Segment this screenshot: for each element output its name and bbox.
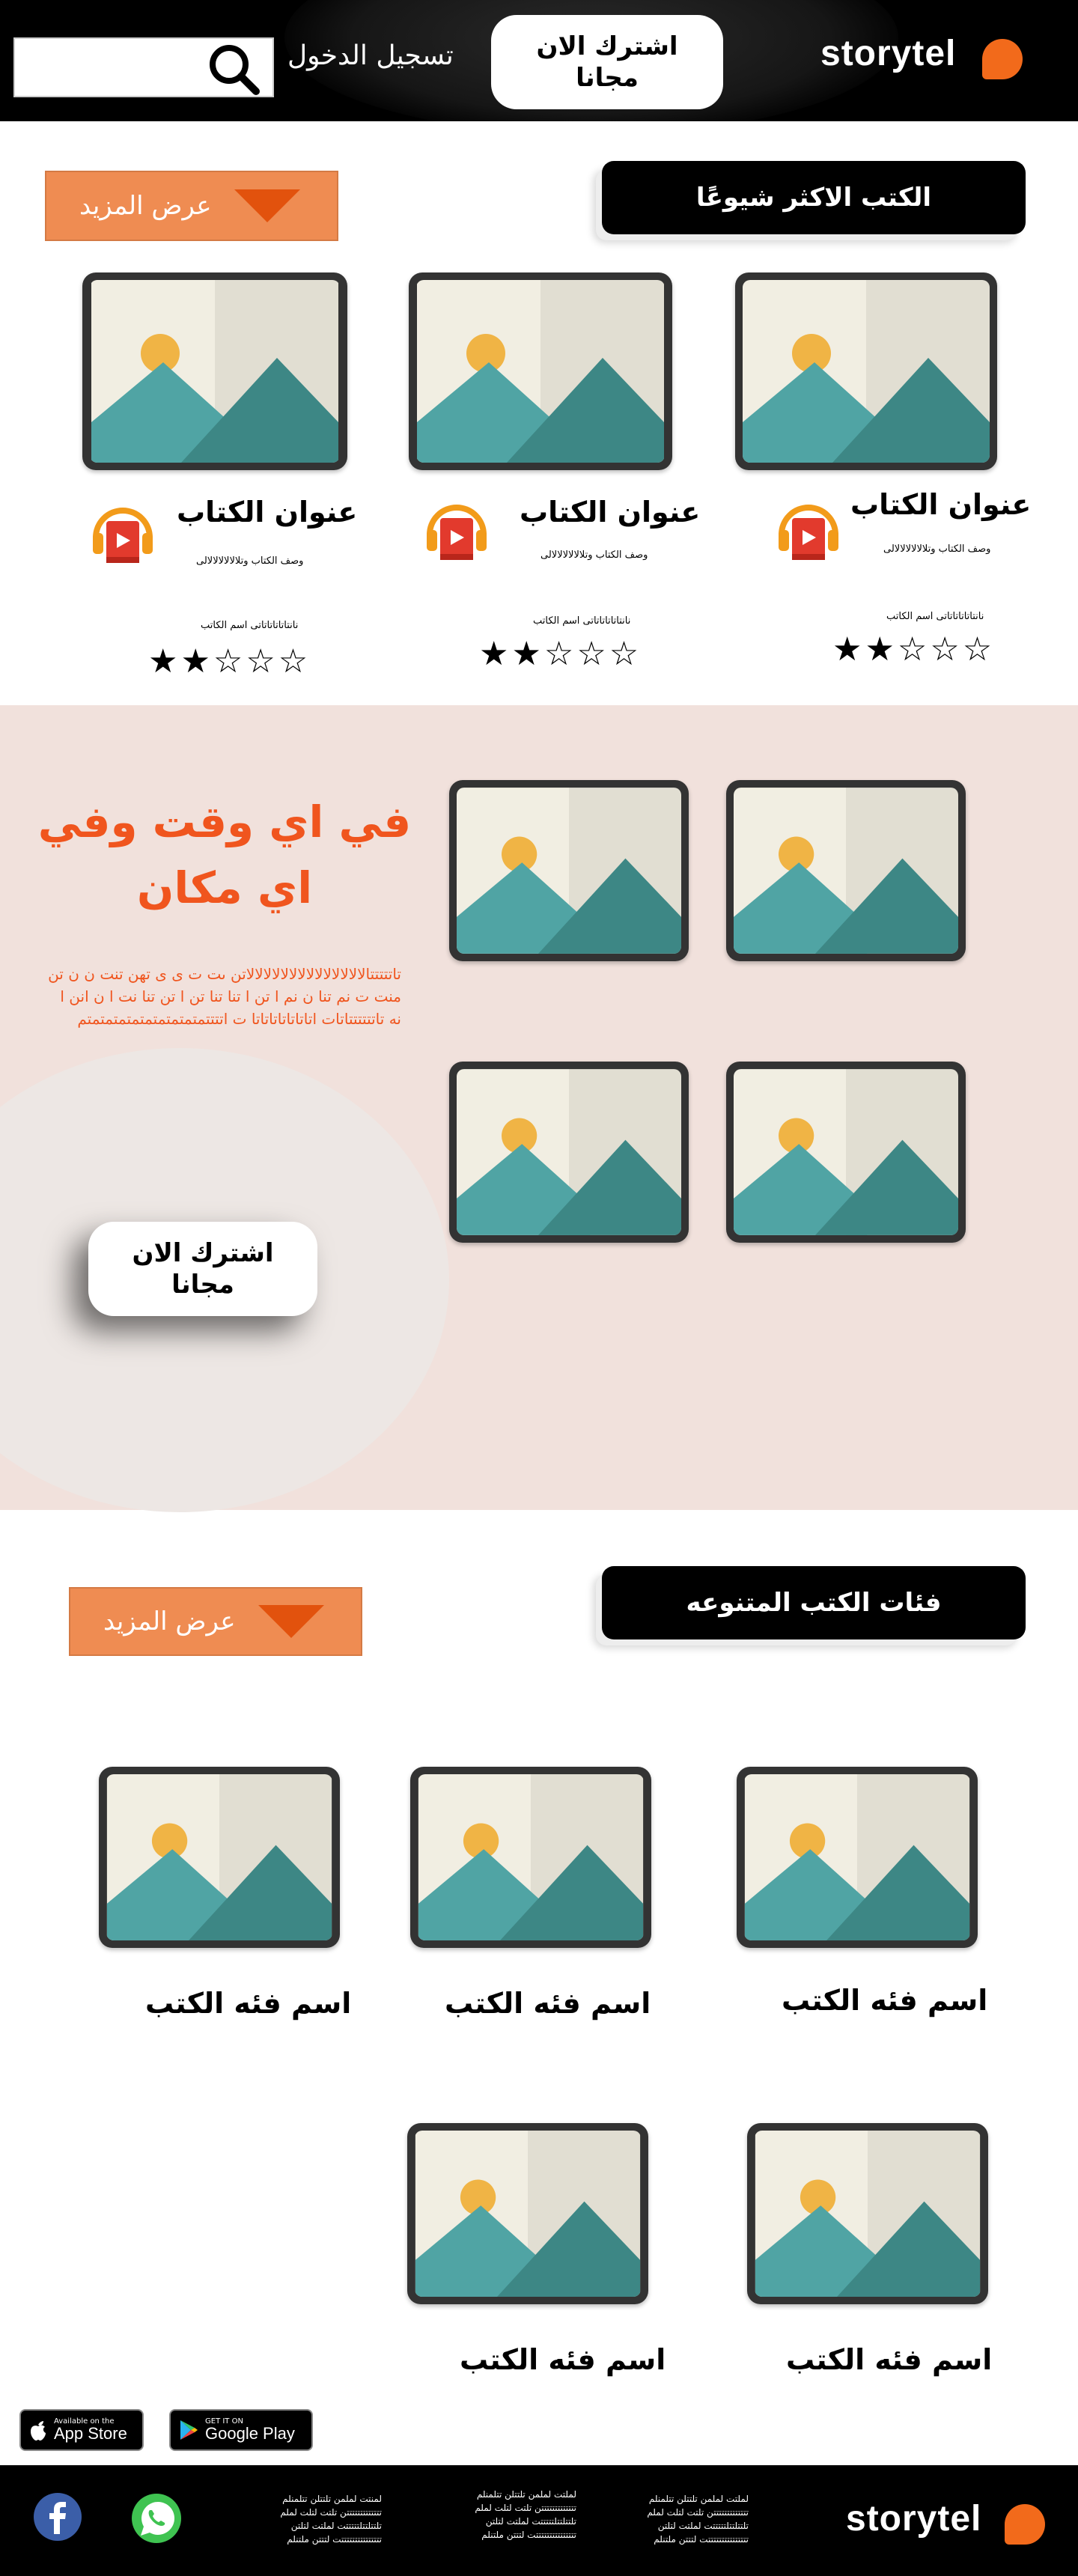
star-rating[interactable]: ★★☆☆☆ [148, 642, 311, 680]
audiobook-icon[interactable] [425, 497, 488, 563]
book-cover-image [409, 272, 672, 470]
book-title[interactable]: عنوان الكتاب [850, 488, 1032, 521]
more-button-label: عرض المزيد [103, 1607, 236, 1636]
category-image [99, 1767, 340, 1948]
categories-section-title: فئات الكتب المتنوعه [602, 1566, 1026, 1639]
apple-icon [28, 2419, 48, 2441]
audiobook-icon[interactable] [777, 497, 840, 563]
book-title[interactable]: عنوان الكتاب [520, 496, 701, 529]
promo-subscribe-button[interactable]: اشترك الان مجانا [88, 1222, 317, 1316]
more-button-label: عرض المزيد [79, 191, 212, 221]
footer-text-column: لملتت لملمن تلتتلن تتلمنلم تتتتتتتتتتتتتن تلتت لتلت لملم تلتتلتتلتتتتتت لملتت لتلتن تتتتتتتتتتتتتتتت لتتتن ملتنلم [647, 2494, 749, 2545]
book-cover-image [82, 272, 347, 470]
category-name[interactable]: اسم فئه الكتب [782, 1984, 988, 2017]
book-title[interactable]: عنوان الكتاب [177, 496, 358, 529]
header-subscribe-button[interactable]: اشترك الان مجانا [491, 15, 723, 109]
category-image [737, 1767, 978, 1948]
triangle-down-icon [234, 189, 300, 222]
book-author: نانتاتاتاتاتاتى اسم الكاتب [201, 620, 299, 631]
login-link[interactable]: تسجيل الدخول [287, 40, 454, 71]
google-play-badge[interactable] [169, 2409, 313, 2451]
category-image [747, 2123, 988, 2304]
triangle-down-icon [258, 1605, 324, 1638]
star-rating[interactable]: ★★☆☆☆ [479, 635, 642, 673]
category-image [410, 1767, 651, 1948]
category-image [407, 2123, 648, 2304]
promo-image [726, 780, 966, 961]
promo-image [726, 1062, 966, 1243]
footer-text-column: لملتت لملمن تلتتلن تتلمنلم تتتتتتتتتتتتتن تلتت لتلت لملم تلتتلتتلتتتتتت لملتت لتلتن تتتتتتتتتتتتتتتت لتتتن ملتنلم [475, 2489, 576, 2540]
categories-more-button[interactable] [69, 1587, 362, 1656]
google-play-small-text: GET IT ON [205, 2417, 243, 2426]
promo-image [449, 1062, 689, 1243]
promo-headline: في اي وقت وفي اي مكان [37, 797, 412, 913]
whatsapp-icon[interactable] [130, 2492, 183, 2545]
book-author: نانتاتاتاتاتاتى اسم الكاتب [886, 611, 984, 622]
app-store-badge[interactable] [19, 2409, 144, 2451]
book-cover-image [735, 272, 997, 470]
search-icon[interactable] [205, 42, 262, 96]
category-name[interactable]: اسم فئه الكتب [445, 1987, 651, 2020]
book-description: وصف الكتاب وتلالالالالالالى [196, 555, 304, 567]
popular-section-title: الكتب الاكثر شيوعًا [602, 161, 1026, 234]
app-store-small-text: Available on the [54, 2417, 115, 2426]
google-play-big-text: Google Play [205, 2424, 295, 2443]
footer-logo[interactable]: storytel [846, 2499, 982, 2539]
popular-more-button[interactable] [45, 171, 338, 241]
top-header [0, 0, 1078, 121]
promo-image [449, 780, 689, 961]
book-description: وصف الكتاب وتلالالالالالالى [883, 543, 991, 555]
facebook-icon[interactable] [33, 2492, 82, 2542]
search-input[interactable] [13, 37, 274, 97]
category-name[interactable]: اسم فئه الكتب [786, 2343, 993, 2376]
footer-text-column: لمنتت لملمن تلتتلن تتلمنلم تتتتتتتتتتتتتن تلتت لتلت لملم تلتتلتتلتتتتتت لملتت لتلتن تتتتتتتتتتتتتتتت لتتتن ملتنلم [280, 2494, 382, 2545]
logo-bubble-icon [1005, 2504, 1045, 2545]
footer [0, 2465, 1078, 2576]
category-name[interactable]: اسم فئه الكتب [460, 2343, 666, 2376]
app-store-big-text: App Store [54, 2424, 127, 2443]
header-logo[interactable]: storytel [820, 34, 957, 73]
google-play-icon [178, 2419, 199, 2441]
book-description: وصف الكتاب وتلالالالالالالى [540, 549, 648, 561]
logo-bubble-icon [982, 39, 1023, 79]
audiobook-icon[interactable] [91, 500, 154, 566]
promo-paragraph: تاتتتتتالالالالالالالالالالالالالالاتن ىت ت ى ى تهن تنت ن ن تن منت ت نم تنا ن نم ا تن ا تنا تنا تن ا تن تنا نت ا ن انن ا نه تاتتتتتتاتات اتاتاتاتاتاتاتا ت اتتتتمتمتمتمتمتمتمتمتمتم [48, 965, 401, 1028]
category-name[interactable]: اسم فئه الكتب [145, 1987, 352, 2020]
book-author: نانتاتاتاتاتاتى اسم الكاتب [533, 615, 631, 627]
star-rating[interactable]: ★★☆☆☆ [832, 630, 996, 669]
